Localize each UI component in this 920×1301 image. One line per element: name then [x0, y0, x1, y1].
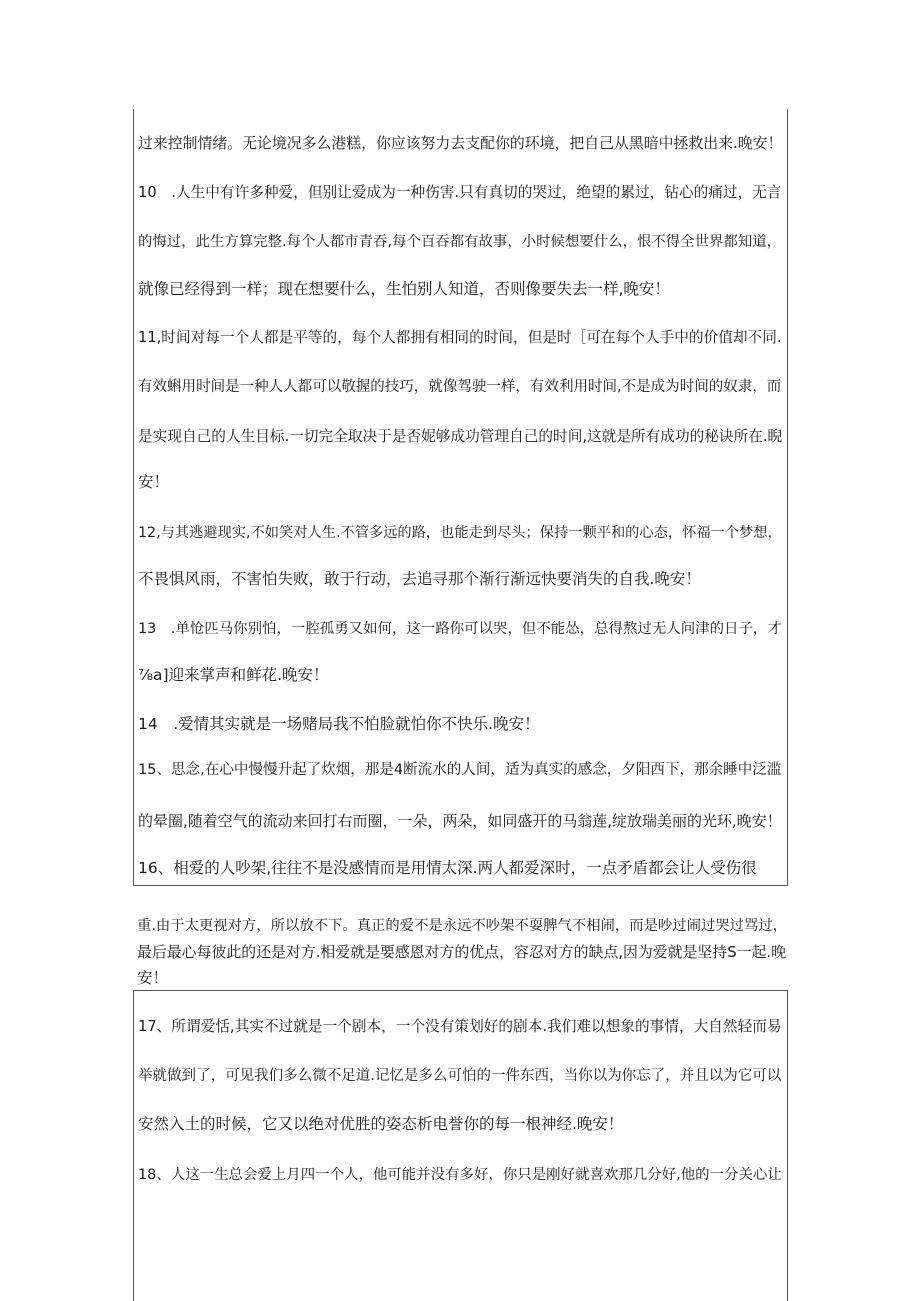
- text-line: 10 .人生中有许多种爱，但别让爱成为一种伤害.只有真切的哭过，绝望的累过，钻心的痛过，无言: [138, 184, 782, 201]
- text-line: ⅞a]迎来掌声和鲜花.晚安！: [138, 666, 329, 684]
- text-line: 最后最心每彼此的还是对方.相爱就是要感恩对方的优点，容忍对方的缺点,因为爱就是坚持S一起.晚: [137, 943, 787, 961]
- text-line: 不畏惧风雨，不害怕失败，敢于行动，去追寻那个渐行渐远快要消失的自我.晚安！: [138, 570, 701, 588]
- text-line: 11,时间对每一个人都是平等的，每个人都拥有相同的时间，但是时［可在每个人手中的价值却不同.: [138, 329, 782, 346]
- bordered-text-block-2: [133, 990, 788, 1301]
- text-line: 16、相爱的人吵架,往往不是没感情而是用情太深.两人都爱深时，一点矛盾都会让人受伤很: [138, 859, 757, 877]
- text-line: 12,与其逃避现实,不如笑对人生.不管多远的路，也能走到尽头；保持一颗平和的心态，怀福一个梦想，: [138, 525, 782, 541]
- text-line: 13 .单怆匹马你别怕，一腔孤勇又如何，这一路你可以哭，但不能怂，总得熬过无人问津的日子，才: [138, 621, 782, 637]
- text-line: 14 .爱情其实就是一场赌局我不怕脸就怕你不快乐.晚安！: [138, 715, 540, 733]
- bordered-text-block-1: [133, 109, 788, 886]
- text-line: 安！: [137, 969, 169, 987]
- text-line: 17、所谓爱恬,其实不过就是一个剧本，一个没有策划好的剧本.我们难以想象的事情，大自然轻而易: [138, 1018, 782, 1035]
- text-line: 15、思念,在心中慢慢升起了炊烟，那是4断流水的人间，适为真实的感念，夕阳西下，那余睡中泛滥: [138, 761, 782, 778]
- text-line: 重.由于太更视对方，所以放不下。真正的爱不是永远不吵架不耍脾气不相闹，而是吵过闹过哭过骂过，: [137, 918, 788, 934]
- text-line: 的晕圈,随着空气的流动来回打右而圈，一朵，两朵，如同盛开的马翁莲,绽放瑞美丽的光环,晚安！: [138, 812, 782, 830]
- text-line: 的悔过，此生方算完整.每个人都市青吞,每个百吞都有故事，小时候想要什么，恨不得全世界都知道，: [138, 234, 782, 250]
- unboxed-text-block: [137, 913, 787, 991]
- text-line: 安然入土的时候，它又以绝对优胜的姿态析电誉你的每一根神经.晚安！: [138, 1115, 624, 1133]
- text-line: 就像已经得到一样；现在想要什么，生怕别人知道，否则像要失去一样,晚安！: [138, 280, 670, 298]
- text-line: 安！: [138, 473, 170, 491]
- text-line: 18、人这一生总会爱上月四一个人，他可能并没有多好，你只是刚好就喜欢那几分好,他的一分关心让: [138, 1167, 782, 1183]
- text-line: 过来控制情绪。无论境况多么港糕，你应该努力去支配你的环境，把自己从黑暗中拯救出来.晚安！: [138, 134, 783, 152]
- text-line: 举就做到了，可见我们多么微不足道.记忆是多么可怕的一件东西，当你以为你忘了，并且以为它可以: [138, 1068, 782, 1084]
- text-line: 是实现自己的人生目标.一切完全取决于是否妮够成功管理自己的时间,这就是所有成功的秘诀所在.睨: [138, 428, 783, 445]
- text-line: 有效蝌用时间是一种人人都可以敬握的技巧，就像驾驶一样，有效利用时间,不是成为时间的奴隶，而: [138, 379, 782, 395]
